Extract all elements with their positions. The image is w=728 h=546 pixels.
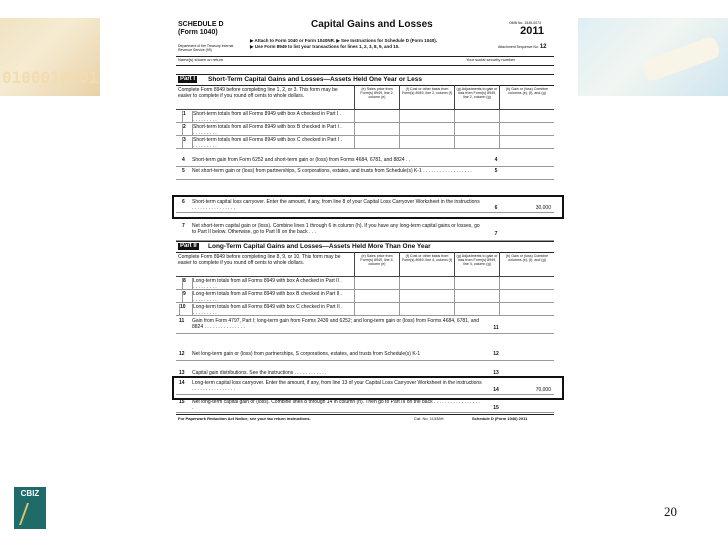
name-label: Name(s) shown on return (178, 57, 224, 62)
line-6-amount: 30,000 (535, 205, 551, 211)
paperwork-notice: For Paperwork Reduction Act Notice, see your tax return instructions. (178, 416, 311, 421)
omb-number: OMB No. 1545-0074 (508, 21, 542, 25)
line-box-number: 5 (494, 168, 498, 174)
line-text: Long-term totals from all Forms 8949 with box B checked in Part II . . . . . . . . . . (193, 291, 343, 303)
line-text: Short-term totals from all Forms 8949 with box A checked in Part I . . . . . . . . . . (193, 111, 342, 123)
line-number: 14 (179, 380, 185, 386)
decorative-banner-right (578, 18, 728, 96)
form-schedule (178, 21, 224, 37)
catalog-number: Cat. No. 11338H (414, 416, 444, 421)
part2-line-9 (176, 290, 554, 303)
line-text: Short-term capital loss carryover. Enter the amount, if any, from line 8 of your Capital Loss Carryover Worksheet in the instructions . . . . . . . . . . . . . . . . (192, 199, 480, 211)
line-text: Long-term totals from all Forms 8949 with box A checked in Part II . . . . . . . . . . (193, 278, 342, 290)
line-text: Net long-term gain or (loss) from partnerships, S corporations, estates, and trusts from Schedule(s) K-1 (192, 351, 421, 357)
line-text: Short-term totals from all Forms 8949 with box C checked in Part I . . . . . . . . . . (193, 137, 342, 149)
slide-page-number: 20 (664, 504, 677, 519)
line-text: Short-term totals from all Forms 8949 with box B checked in Part I . . . . . . . . . . (193, 124, 342, 136)
line-text: Net short-term gain or (loss) from partnerships, S corporations, estates, and trusts from Schedule(s) K-1 . . . . . . . . . . . . . . . . . . (192, 168, 472, 174)
part1-col-f: (f) Cost or other basis from Form(s) 8949, line 2, column (f) (399, 85, 454, 109)
line-box-number: 15 (493, 405, 499, 411)
part1-col-h: (h) Gain or (loss) Combine columns (e), (f), and (g) (499, 85, 554, 109)
line-box-number: 4 (494, 157, 498, 163)
line-number: 7 (182, 223, 185, 229)
part2-intro: Complete Form 8949 before completing line 8, 9, or 10. This form may be easier to complete if you round off cents to whole dollars. (178, 254, 341, 266)
line-text: Net short-term capital gain or (loss). Combine lines 1 through 6 in column (h). If you have any long-term capital gains or losses, go to Part II below. Otherwise, go to Part III on the back . . . (192, 223, 480, 235)
form-reference: (Form 1040) (178, 29, 218, 36)
line-number: 6 (182, 199, 185, 205)
decorative-banner-left (0, 18, 100, 96)
line-text: Net long-term capital gain or (loss). Combine lines 8 through 14 in column (h). Then go to Part III on the back . . . . . . . . . . . . . . . . . . (192, 399, 480, 411)
part1-col-e: (e) Sales price from Form(s) 8949, line 2, column (e) (354, 85, 399, 109)
line-text: Short-term gain from Form 6252 and short-term gain or (loss) from Forms 4684, 6781, and 8824 . . (192, 157, 411, 163)
highlight-box-line-6 (172, 195, 564, 219)
line-box-number: 6 (494, 205, 498, 211)
line-number: 4 (182, 157, 185, 163)
part1-intro: Complete Form 8949 before completing line 1, 2, or 3. This form may be easier to complete if you round off cents to whole dollars. (178, 87, 338, 99)
line-number: 3 (182, 137, 186, 149)
department-label: Department of the Treasury Internal Revenue Service (99) (178, 44, 234, 52)
part1-line-4 (176, 156, 554, 167)
line-box-number: 7 (494, 231, 498, 237)
part2-line-15 (176, 398, 554, 413)
line-box-number: 13 (493, 370, 499, 376)
part2-line-11 (176, 317, 554, 334)
part2-line-12 (176, 350, 554, 361)
part2-col-e: (e) Sales price from Form(s) 8949, line 4, column (e) (354, 252, 399, 276)
part2-col-g: (g) Adjustments to gain or loss from Form(s) 8949, line 4, column (g) (454, 252, 499, 276)
part1-line-7 (176, 222, 554, 241)
line-number: 5 (182, 168, 185, 174)
part2-col-h: (h) Gain or (loss) Combine columns (e), (f), and (g) (499, 252, 554, 276)
part2-title: Long-Term Capital Gains and Losses—Assets Held More Than One Year (208, 243, 431, 250)
line-text: Gain from Form 4797, Part I; long-term gain from Forms 2439 and 6252; and long-term gain or (loss) from Forms 4684, 6781, and 8824 . . . . . . . . . . . . . . . (192, 318, 480, 330)
part2-line-8 (176, 277, 554, 290)
form-header (176, 18, 554, 57)
schedule-d-form (176, 18, 554, 424)
line-14-amount: 70,000 (535, 387, 551, 393)
binary-digits: 0100010101 (2, 68, 99, 87)
part1-col-g: (g) Adjustments to gain or loss from Form(s) 8949, line 2, column (g) (454, 85, 499, 109)
line-number: 10 (179, 304, 186, 316)
line-number: 9 (182, 291, 186, 303)
ssn-label: Your social security number (466, 57, 515, 62)
line-text: Long-term totals from all Forms 8949 with box C checked in Part II . . . . . . . . . . (193, 304, 343, 316)
line-number: 13 (179, 370, 185, 376)
sequence-number: 12 (539, 44, 547, 50)
sequence-label: Attachment Sequence No. (498, 45, 539, 49)
line-text: Long-term capital loss carryover. Enter the amount, if any, from line 13 of your Capital Loss Carryover Worksheet in the instructions . . . . . . . . . . . . . . . . (192, 380, 482, 392)
attachment-sequence (498, 45, 552, 49)
attach-line-2: ▶ Use Form 8949 to list your transactions for lines 1, 2, 3, 8, 9, and 10. (250, 44, 400, 49)
line-box-number: 14 (493, 387, 499, 393)
line-box-number: 11 (493, 325, 499, 331)
line-number: 15 (179, 399, 185, 405)
part2-column-header (176, 252, 554, 277)
part1-tag: Part I (180, 76, 196, 82)
part2-line-10 (176, 303, 554, 316)
part1-title: Short-Term Capital Gains and Losses—Assets Held One Year or Less (208, 76, 422, 83)
part1-line-3 (176, 136, 554, 149)
logo-mark (19, 503, 43, 525)
footer-form-id: Schedule D (Form 1040) 2011 (472, 416, 528, 421)
form-title: Capital Gains and Losses (311, 19, 433, 30)
line-number: 11 (179, 318, 185, 324)
line-number: 1 (182, 111, 186, 123)
cbiz-logo (14, 487, 46, 529)
part1-line-2 (176, 123, 554, 136)
part2-tag: Part II (180, 243, 197, 249)
schedule-label: SCHEDULE D (178, 21, 224, 28)
part1-column-header (176, 85, 554, 110)
attach-line-1: ▶ Attach to Form 1040 or Form 1040NR. ▶ See Instructions for Schedule D (Form 1040). (250, 38, 438, 43)
part2-col-f: (f) Cost or other basis from Form(s) 8949, line 4, column (f) (399, 252, 454, 276)
line-number: 8 (182, 278, 186, 290)
line-text: Capital gain distributions. See the instructions . . . . . . . . . . . . (192, 370, 327, 376)
tax-year: 2011 (520, 25, 544, 37)
attach-instructions (250, 38, 437, 50)
highlight-box-line-14 (172, 376, 564, 400)
line-box-number: 12 (493, 351, 499, 357)
logo-text: CBIZ (20, 489, 40, 498)
line-number: 12 (179, 351, 185, 357)
decorative-shape (641, 35, 722, 82)
part1-line-5 (176, 167, 554, 180)
line-number: 2 (182, 124, 186, 136)
form-footer (176, 414, 554, 423)
name-row (176, 56, 554, 66)
part1-line-1 (176, 110, 554, 123)
